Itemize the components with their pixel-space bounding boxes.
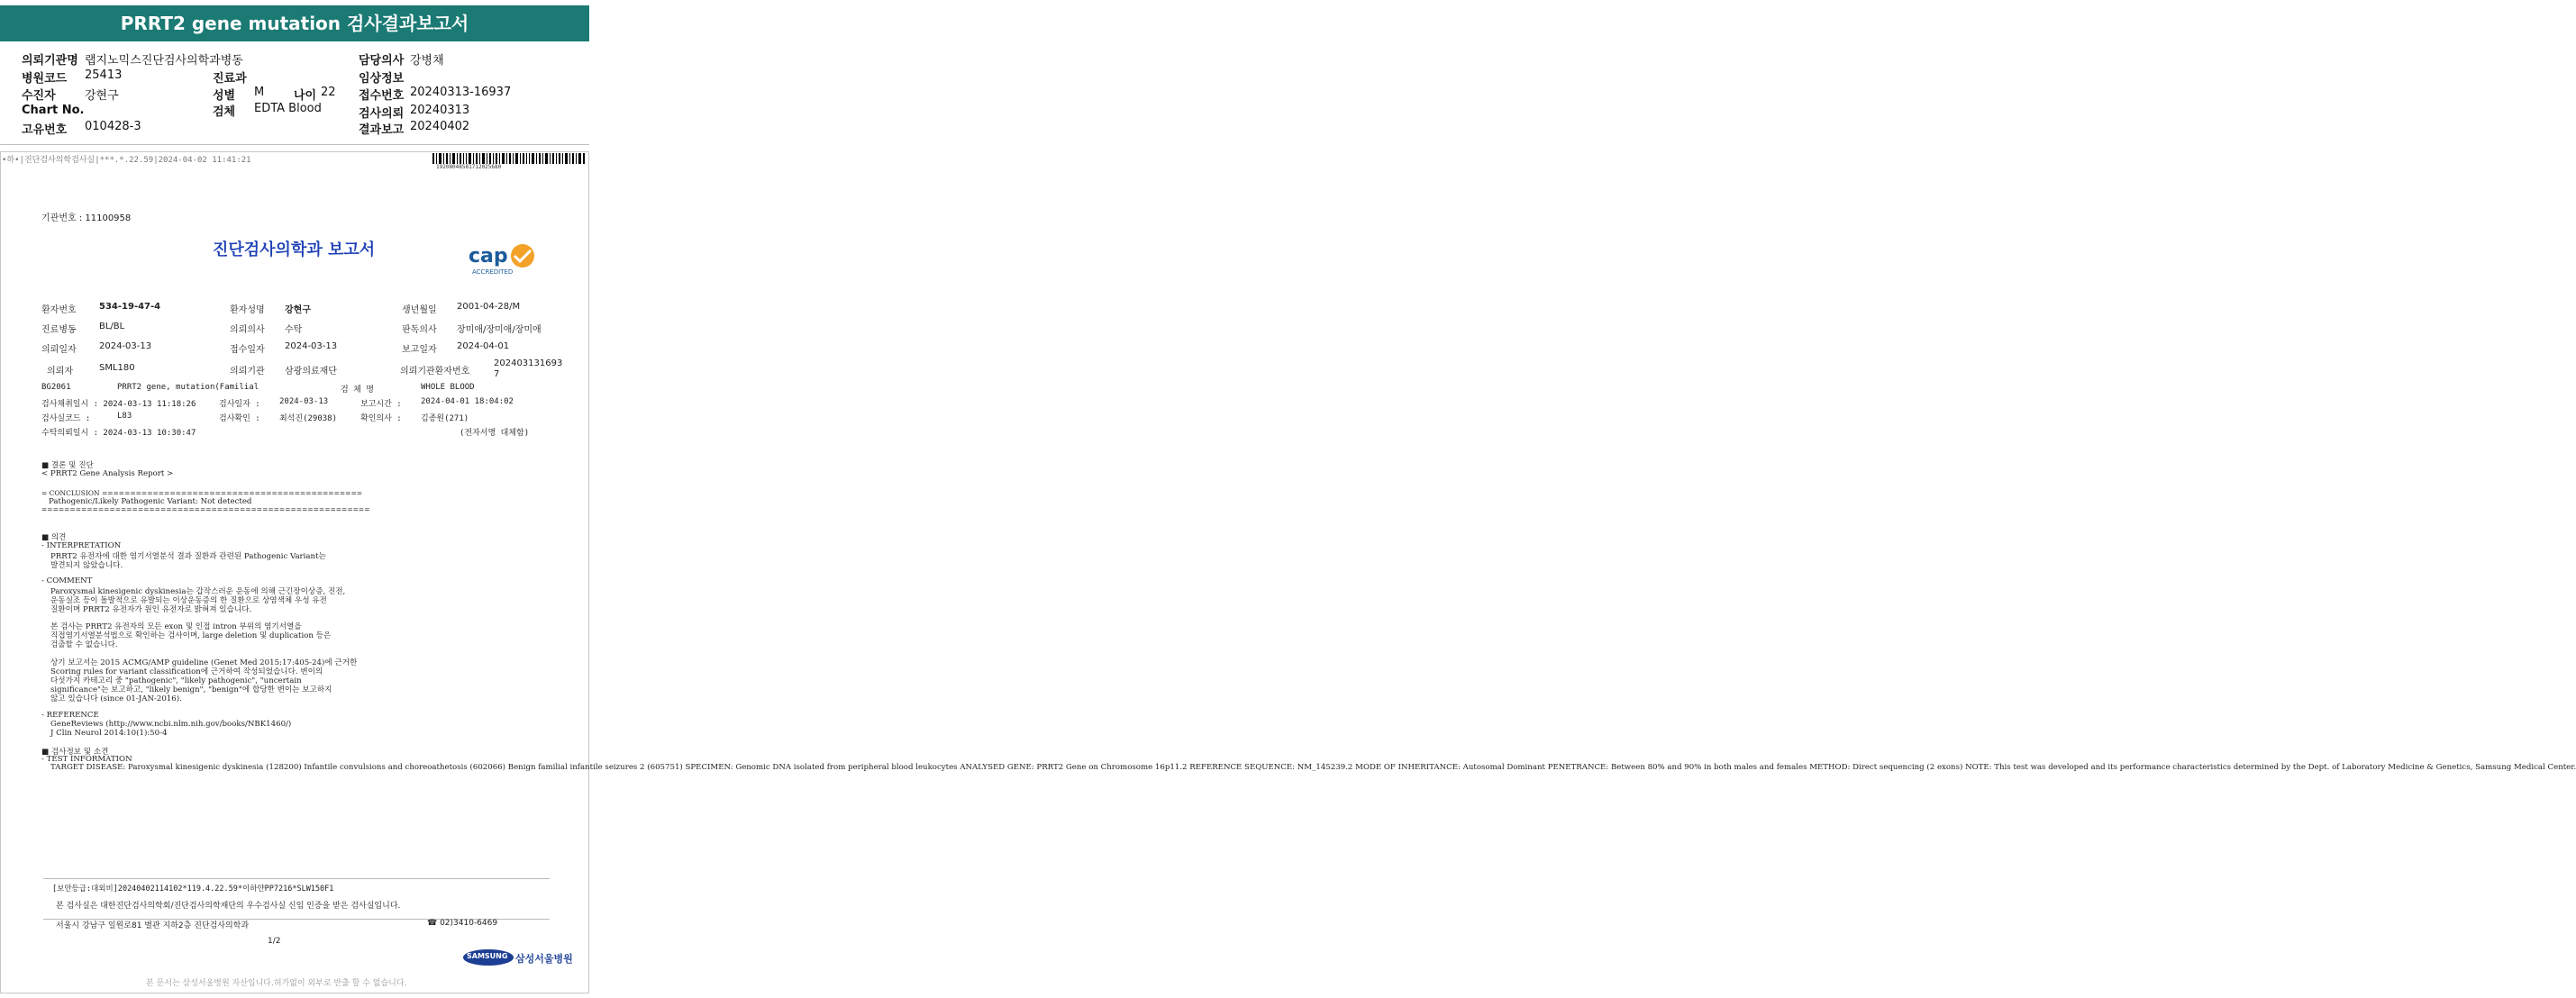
cap-sub: ACCREDITED bbox=[472, 268, 514, 276]
reference-heading: - REFERENCE bbox=[41, 711, 99, 720]
r1-label2: 환자성명 bbox=[230, 305, 265, 315]
r1-value1: 534-19-47-4 bbox=[99, 302, 161, 312]
r3-label2: 접수일자 bbox=[230, 345, 265, 355]
header-divider bbox=[0, 144, 589, 145]
r1-label3: 생년월일 bbox=[402, 305, 437, 315]
barcode-number: 19208048581712025680 bbox=[436, 164, 502, 170]
comment3-line-1: 상기 보고서는 2015 ACMG/AMP guideline (Genet Med 2015:17:405-24)에 근거한 bbox=[50, 658, 358, 667]
r4-value2: 삼광의료재단 bbox=[285, 367, 337, 377]
s1-code: BG2061 bbox=[41, 383, 71, 392]
r2-label2: 의뢰의사 bbox=[230, 325, 265, 335]
r4-value1: SML180 bbox=[99, 363, 135, 373]
sex-label: 성별 bbox=[213, 89, 236, 103]
reference-1: GeneReviews (http://www.ncbi.nlm.nih.gov/books/NBK1460/) bbox=[50, 720, 292, 729]
unique-label: 고유번호 bbox=[22, 123, 68, 137]
r2-label1: 진료병동 bbox=[41, 325, 77, 335]
opinion-heading: ■ 의견 bbox=[41, 533, 67, 542]
r2-value1: BL/BL bbox=[99, 322, 125, 331]
conclusion-bar: = CONCLUSION ============================================== bbox=[41, 489, 363, 497]
dept-label: 진료과 bbox=[213, 72, 247, 86]
test-info-lines bbox=[50, 764, 2576, 773]
ti-3: SPECIMEN: Genomic DNA isolated from peripheral blood leukocytes bbox=[685, 763, 958, 772]
conclusion-text: Pathogenic/Likely Pathogenic Variant: Not detected bbox=[49, 497, 252, 506]
cap-accredited-logo bbox=[465, 241, 542, 279]
ti-0: TARGET DISEASE: Paroxysmal kinesigenic dyskinesia (128200) bbox=[50, 763, 302, 772]
s1-label: 검 체 명 bbox=[341, 386, 374, 395]
cap-text: cap bbox=[469, 245, 508, 268]
report-value: 20240402 bbox=[410, 120, 470, 133]
r4-value3: 202403131693 bbox=[494, 358, 563, 368]
r2-label3: 판독의사 bbox=[402, 325, 437, 335]
reference-2: J Clin Neurol 2014:10(1):50-4 bbox=[50, 729, 168, 738]
s2-label2: 보고시간 : bbox=[360, 400, 402, 409]
r3-value1: 2024-03-13 bbox=[99, 341, 152, 351]
s3-value1: L83 bbox=[117, 412, 132, 421]
s3-value3: 김종원(271) bbox=[421, 414, 469, 423]
age-value: 22 bbox=[321, 86, 336, 99]
conclusion-heading: ■ 결론 및 진단 bbox=[41, 461, 94, 470]
sex-value: M bbox=[254, 86, 265, 99]
request-value: 20240313 bbox=[410, 104, 470, 117]
r4-label1: 의뢰자 bbox=[47, 367, 73, 377]
fax-line: •하•|진단검사의학검사실|***.*.22.59|2024-04-02 11:41:21 bbox=[2, 156, 251, 165]
interp-line-1: PRRT2 유전자에 대한 염기서열분석 결과 질환과 관련된 Pathogenic Variant는 bbox=[50, 552, 326, 561]
r3-label3: 보고일자 bbox=[402, 345, 437, 355]
comment3-line-3: 다섯가지 카테고리 중 "pathogenic", "likely pathogenic", "uncertain bbox=[50, 676, 302, 685]
footer-notice: 본 문서는 삼성서울병원 자산입니다.허가없이 외부로 반출 할 수 없습니다. bbox=[146, 979, 407, 988]
ti-4: ANALYSED GENE: PRRT2 Gene on Chromosome 16p11.2 bbox=[960, 763, 1188, 772]
doc-title: 진단검사의학과 보고서 bbox=[213, 240, 376, 259]
comment2-line-3: 검출할 수 없습니다. bbox=[50, 640, 118, 649]
comment2-line-1: 본 검사는 PRRT2 유전자의 모든 exon 및 인접 intron 부위의 염기서열을 bbox=[50, 622, 302, 631]
s2-collect: 검사채취일시 : 2024-03-13 11:18:26 bbox=[41, 400, 196, 409]
doctor-label: 담당의사 bbox=[359, 54, 405, 68]
ti-1: Infantile convulsions and choreoathetosis (602066) bbox=[304, 763, 506, 772]
institution-number: 기관번호 : 11100958 bbox=[41, 213, 132, 223]
s3-label3: 확인의사 : bbox=[360, 414, 402, 423]
test-info-title: ■ 검사정보 및 소견 bbox=[41, 748, 109, 757]
hospital-code-label: 병원코드 bbox=[22, 72, 68, 86]
s2-label: 검사일자 : bbox=[219, 400, 260, 409]
s3-label1: 검사실코드 : bbox=[41, 414, 91, 423]
patient-value: 강현구 bbox=[85, 89, 119, 103]
s2-value2: 2024-04-01 18:04:02 bbox=[421, 397, 514, 406]
s1-value: WHOLE BLOOD bbox=[421, 383, 475, 392]
clinical-label: 임상정보 bbox=[359, 72, 405, 86]
reception-value: 20240313-16937 bbox=[410, 86, 512, 99]
r4-label2: 의뢰기관 bbox=[230, 367, 265, 377]
ti-5: REFERENCE SEQUENCE: NM_145239.2 bbox=[1189, 763, 1353, 772]
address: 서울시 강남구 일원로81 별관 지하2층 진단검사의학과 bbox=[56, 921, 250, 930]
reception-label: 접수번호 bbox=[359, 89, 405, 103]
ti-7: PENETRANCE: Between 80% and 90% in both males and females bbox=[1547, 763, 1807, 772]
test-info-heading: - TEST INFORMATION bbox=[41, 755, 132, 764]
s3-value2: 최석진(29038) bbox=[279, 414, 338, 423]
unique-value: 010428-3 bbox=[85, 120, 141, 133]
s3-label2: 검사확인 : bbox=[219, 414, 260, 423]
comment3-line-2: Scoring rules for variant classification에 근거하여 작성되었습니다. 변이의 bbox=[50, 667, 323, 676]
r1-value2: 강현구 bbox=[285, 305, 311, 315]
hospital-code-value: 25413 bbox=[85, 68, 123, 82]
r4-value3-cont: 7 bbox=[494, 369, 500, 379]
ti-2: Benign familial infantile seizures 2 (605751) bbox=[507, 763, 683, 772]
report-label: 결과보고 bbox=[359, 123, 405, 137]
age-label: 나이 bbox=[294, 89, 317, 103]
page-number: 1/2 bbox=[268, 937, 281, 946]
s4-consign: 수탁의뢰일시 : 2024-03-13 10:30:47 bbox=[41, 429, 196, 438]
institution-label: 의뢰기관명 bbox=[22, 54, 78, 68]
conclusion-eq: ========================================================== bbox=[41, 505, 370, 513]
phone: ☎ 02)3410-6469 bbox=[427, 919, 498, 928]
s4-esign: (전자서명 대체함) bbox=[460, 429, 530, 438]
comment3-line-5: 않고 있습니다 (since 01-JAN-2016). bbox=[50, 694, 182, 703]
conclusion-subtitle: < PRRT2 Gene Analysis Report > bbox=[41, 469, 174, 478]
r2-value2: 수탁 bbox=[285, 325, 303, 335]
specimen-label: 검체 bbox=[213, 105, 236, 119]
interp-line-2: 발견되지 않았습니다. bbox=[50, 561, 123, 570]
specimen-value: EDTA Blood bbox=[254, 102, 322, 115]
cert-line: 본 검사실은 대한진단검사의학회/진단검사의학재단의 우수검사실 신임 인증을 받은 검사실입니다. bbox=[56, 902, 401, 911]
ti-10: by the Dept. of Laboratory Medicine & Genetics, Samsung Medical Center. bbox=[2280, 763, 2576, 772]
samsung-logo bbox=[463, 949, 573, 967]
patient-label: 수진자 bbox=[22, 89, 56, 103]
comment1-line-2: 운동실조 등이 돌발적으로 유발되는 이상운동증의 한 질환으로 상염색체 우성 유전 bbox=[50, 596, 327, 605]
report-title: PRRT2 gene mutation 검사결과보고서 bbox=[0, 5, 589, 41]
chart-label: Chart No. bbox=[22, 104, 85, 117]
r4-label3: 의뢰기관환자번호 bbox=[400, 367, 470, 377]
comment3-line-4: significance"는 보고하고, "likely benign", "benign"에 합당한 변이는 보고하지 bbox=[50, 685, 332, 694]
request-label: 검사의뢰 bbox=[359, 107, 405, 121]
s1-test: PRRT2 gene, mutation(Familial bbox=[117, 383, 259, 392]
doctor-value: 강병채 bbox=[410, 54, 444, 68]
ti-9: NOTE: This test was developed and its performance characteristics determined bbox=[1965, 763, 2280, 772]
comment2-line-2: 직접염기서열분석법으로 확인하는 검사이며, large deletion 및 duplication 등은 bbox=[50, 631, 332, 640]
comment1-line-1: Paroxysmal kinesigenic dyskinesia는 갑작스러운 운동에 의해 근긴장이상증, 진전, bbox=[50, 587, 346, 596]
institution-value: 랩지노믹스진단검사의학과병동 bbox=[85, 54, 243, 68]
samsung-text: SAMSUNG bbox=[467, 952, 508, 960]
r3-value2: 2024-03-13 bbox=[285, 341, 338, 351]
security-line: [보안등급:대외비]20240402114102*119.4.22.59*이하얀PP7216*SLW150F1 bbox=[52, 885, 334, 894]
r3-value3: 2024-04-01 bbox=[457, 341, 510, 351]
interp-heading: - INTERPRETATION bbox=[41, 541, 122, 550]
r2-value3: 장미애/장미애/장미애 bbox=[457, 325, 542, 335]
comment-heading: - COMMENT bbox=[41, 576, 93, 585]
r1-value3: 2001-04-28/M bbox=[457, 302, 521, 312]
s2-value: 2024-03-13 bbox=[279, 397, 329, 406]
r3-label1: 의뢰일자 bbox=[41, 345, 77, 355]
ti-6: MODE OF INHERITANCE: Autosomal Dominant bbox=[1355, 763, 1545, 772]
samsung-kr: 삼성서울병원 bbox=[515, 953, 573, 965]
r1-label1: 환자번호 bbox=[41, 305, 77, 315]
comment1-line-3: 질환이며 PRRT2 유전자가 원인 유전자로 밝혀져 있습니다. bbox=[50, 605, 252, 614]
ti-8: METHOD: Direct sequencing (2 exons) bbox=[1809, 763, 1963, 772]
